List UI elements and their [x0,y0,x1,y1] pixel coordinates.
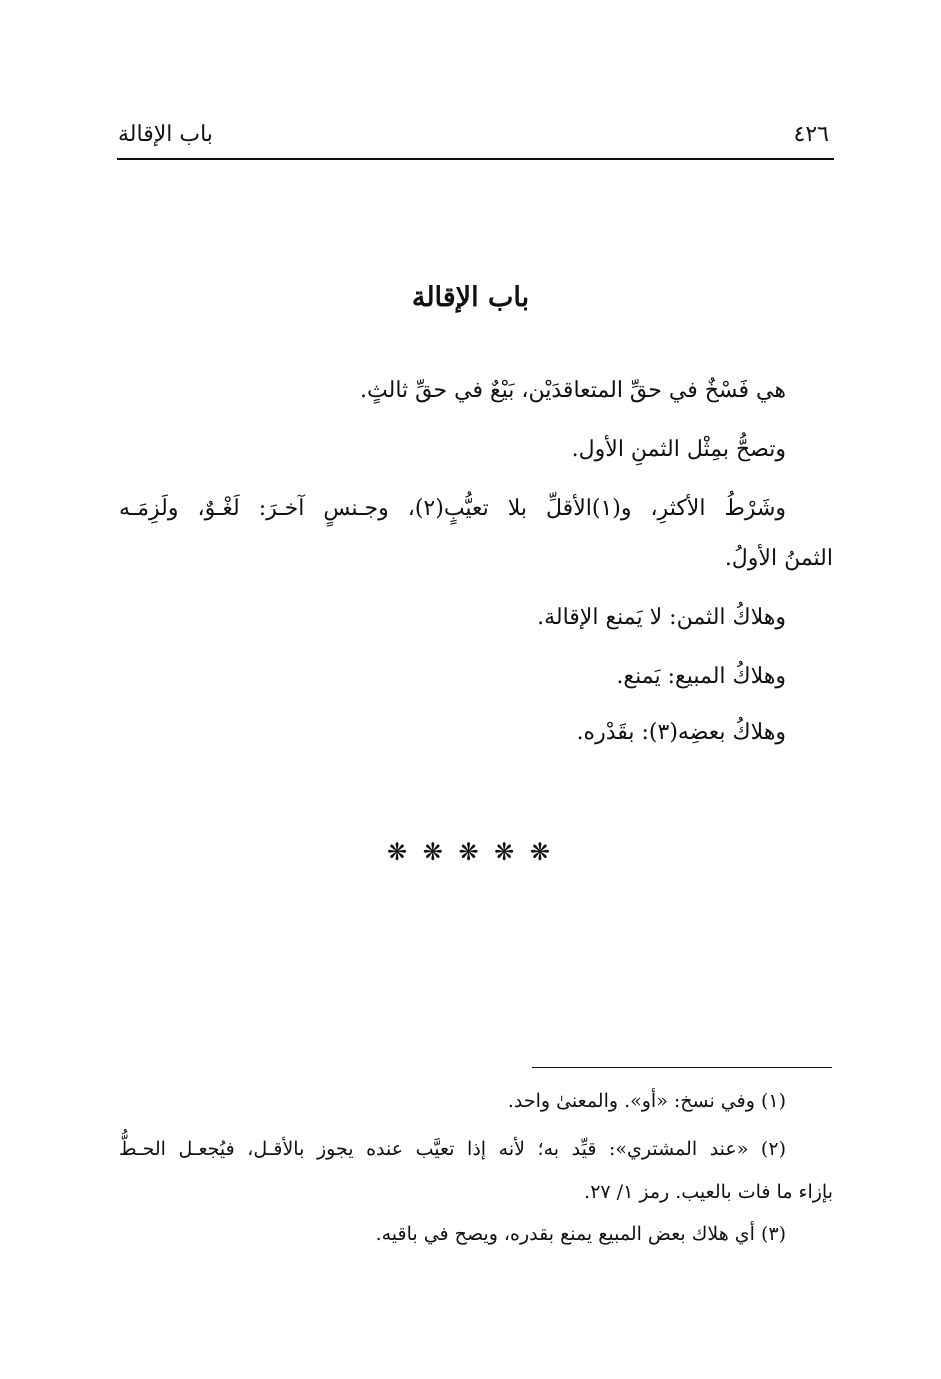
chapter-title: باب الإقالة [411,282,530,313]
section-separator: ❋ ❋ ❋ ❋ ❋ [386,838,555,866]
footnote-rule [532,1067,832,1068]
footnote: (٢) «عند المشتري»: قيِّد به؛ لأنه إذا تعيَّب عنده يجوز بالأقـل، فيُجعـل الحـطُّ [119,1138,786,1160]
footnote: بإزاء ما فات بالعيب. رمز ١/ ٢٧. [584,1181,833,1203]
footnote: (١) وفي نسخ: «أو». والمعنىٰ واحد. [507,1090,786,1112]
body-line: وهلاكُ الثمن: لا يَمنع الإقالة. [537,605,786,630]
body-line: وهلاكُ المبيع: يَمنع. [616,664,786,689]
header-rule [117,158,834,160]
body-line: الثمنُ الأولُ. [724,546,833,571]
body-line: وشَرْطُ الأكثرِ، و(١)الأقلِّ بلا تعيُّبٍ(٢)، وجـنسٍ آخـرَ: لَغْـوٌ، ولَزِمَـه [119,496,786,521]
body-line: هي فَسْخٌ في حقِّ المتعاقدَيْن، بَيْعٌ في حقِّ ثالثٍ. [360,378,786,403]
body-line: وهلاكُ بعضِه(٣): بقَدْره. [576,720,786,745]
page-number: ٤٢٦ [793,122,829,147]
running-header-title: باب الإقالة [118,122,213,147]
body-line: وتصحُّ بمِثْل الثمنِ الأول. [571,437,786,462]
footnote: (٣) أي هلاك بعض المبيع يمنع بقدره، ويصح في باقيه. [375,1223,786,1245]
